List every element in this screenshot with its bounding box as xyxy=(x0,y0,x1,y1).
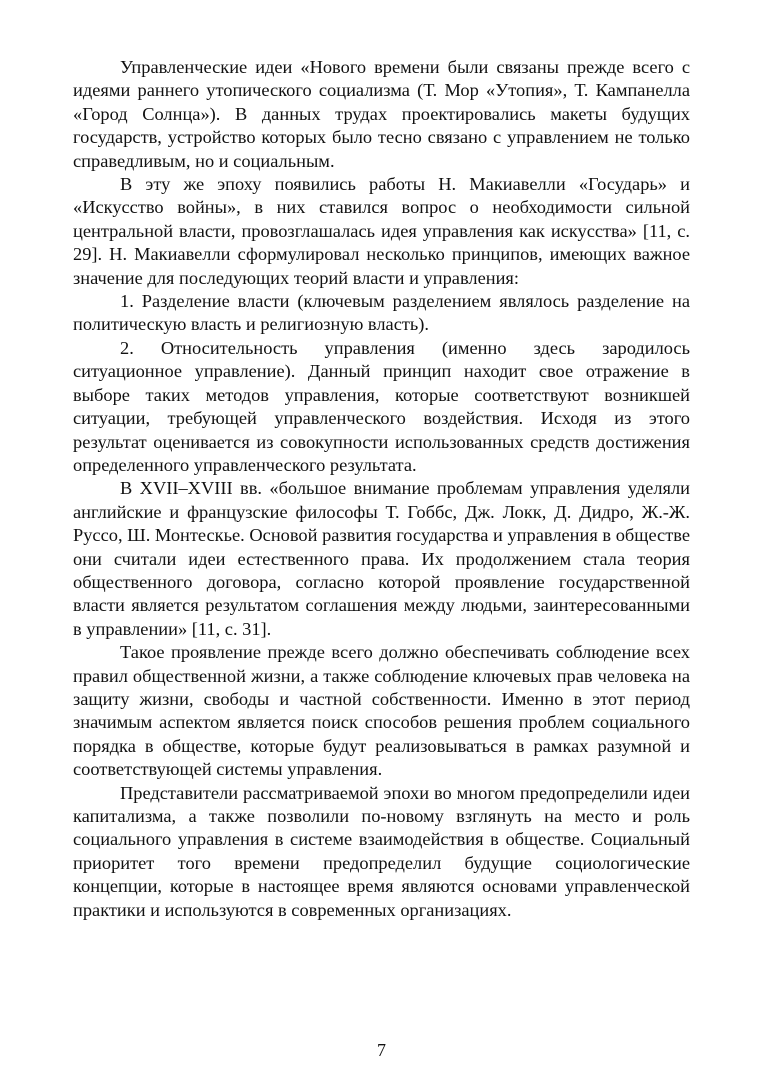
paragraph-principle-1: 1. Разделение власти (ключевым разделением являлось разделение на политическую власть и религиозную власть). xyxy=(73,291,690,335)
page-body xyxy=(73,56,690,922)
paragraph-principle-2: 2. Относительность управления (именно здесь зародилось ситуационное управление). Данный принцип находит свое отражение в выборе таких методов управления, которые соответствуют возникшей ситуации, требующей управленческого воздействия. Исходя из этого результат оценивается из совокупности использованных средств достижения определенного управленческого результата. xyxy=(73,337,690,475)
paragraph-social-order: Такое проявление прежде всего должно обеспечивать соблюдение всех правил общественной жизни, а также соблюдение ключевых прав человека на защиту жизни, свободы и частной собственности. Именно в этот период значимым аспектом является поиск способов решения проблем социального порядка в обществе, которые будут реализовываться в рамках разумной и соответствующей системы управления. xyxy=(73,642,690,780)
paragraph-new-era-ideas: Управленческие идеи «Нового времени были связаны прежде всего с идеями раннего утопического социализма (Т. Мор «Утопия», Т. Кампанелла «Город Солнца»). В данных трудах проектировались макеты будущих государств, устройство которых было тесно связано с управлением не только справедливым, но и социальным. xyxy=(73,57,690,171)
paragraph-machiavelli: В эту же эпоху появились работы Н. Макиавелли «Государь» и «Искусство войны», в них ставился вопрос о необходимости сильной центральной власти, провозглашалась идея управления как искусства» [11, с. 29]. Н. Макиавелли сформулировал несколько принципов, имеющих важное значение для последующих теорий власти и управления: xyxy=(73,174,690,288)
page-number: 7 xyxy=(377,1040,386,1060)
paragraph-epoch-representatives: Представители рассматриваемой эпохи во многом предопределили идеи капитализма, а также позволили по-новому взглянуть на место и роль социального управления в системе взаимодействия в обществе. Социальный приоритет того времени предопределил будущие социологические концепции, которые в настоящее время являются основами управленческой практики и используются в современных организациях. xyxy=(73,782,690,920)
paragraph-17-18-centuries: В XVII–XVIII вв. «большое внимание проблемам управления уделяли английские и французские философы Т. Гоббс, Дж. Локк, Д. Дидро, Ж.-Ж. Руссо, Ш. Монтескье. Основой развития государства и управления в обществе они считали идеи естественного права. Их продолжением стала теория общественного договора, согласно которой проявление государственной власти является результатом соглашения между людьми, заинтересованными в управлении» [11, с. 31]. xyxy=(73,478,690,639)
